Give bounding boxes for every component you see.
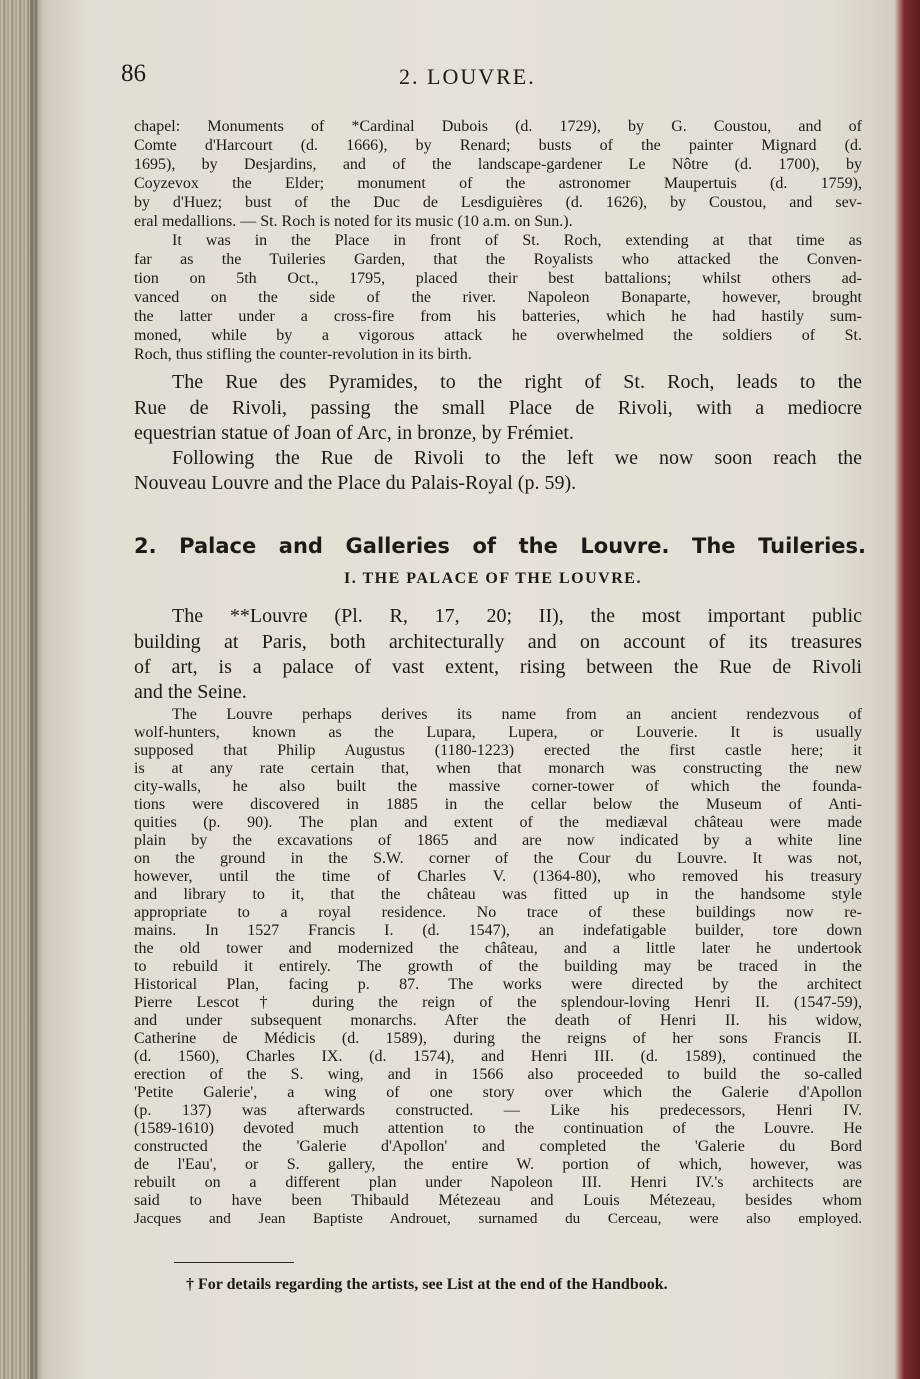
text-line: rebuilt on a different plan under Napoleon III. Henri IV.'s architects are — [134, 1174, 862, 1191]
text-line: moned, while by a vigorous attack he overwhelmed the soldiers of St. — [134, 327, 862, 344]
text-line: eral medallions. — St. Roch is noted for its music (10 a.m. on Sun.). — [134, 213, 573, 230]
text-line: chapel: Monuments of *Cardinal Dubois (d. 1729), by G. Coustou, and of — [134, 118, 862, 135]
text-line: appropriate to a royal residence. No trace of these buildings now re- — [134, 904, 862, 921]
footnote-rule — [174, 1262, 294, 1263]
text-line: Catherine de Médicis (d. 1589), during the reigns of her sons Francis II. — [134, 1030, 862, 1047]
text-line: and the Seine. — [134, 681, 247, 703]
book-edge — [894, 0, 920, 1379]
text-line: to rebuild it entirely. The growth of the building may be traced in the — [134, 958, 862, 975]
text-line: Roch, thus stifling the counter-revolution in its birth. — [134, 346, 472, 363]
text-line: Jacques and Jean Baptiste Androuet, surnamed du Cerceau, were also employed. — [134, 1210, 862, 1227]
text-line: de l'Eau', or S. gallery, the entire W. portion of which, however, was — [134, 1156, 862, 1173]
text-line: tions were discovered in 1885 in the cellar below the Museum of Anti- — [134, 796, 862, 813]
text-line: quities (p. 90). The plan and extent of the mediæval château were made — [134, 814, 862, 831]
text-line: equestrian statue of Joan of Arc, in bronze, by Frémiet. — [134, 422, 574, 444]
text-line: plain by the excavations of 1865 and are now indicated by a white line — [134, 832, 862, 849]
text-line: however, until the time of Charles V. (1364-80), who removed his treasury — [134, 868, 862, 885]
text-line: Coyzevox the Elder; monument of the astronomer Maupertuis (d. 1759), — [134, 175, 862, 192]
text-line: (1589-1610) devoted much attention to the continuation of the Louvre. He — [134, 1120, 862, 1137]
text-line: city-walls, he also built the massive corner-tower of which the founda- — [134, 778, 862, 795]
text-line: The Louvre perhaps derives its name from an ancient rendezvous of — [172, 706, 862, 723]
text-line: mains. In 1527 Francis I. (d. 1547), an indefatigable builder, tore down — [134, 922, 862, 939]
text-line: tion on 5th Oct., 1795, placed their best battalions; whilst others ad- — [134, 270, 862, 287]
text-line: by d'Huez; bust of the Duc de Lesdiguières (d. 1626), by Coustou, and sev- — [134, 194, 862, 211]
text-line: said to have been Thibauld Métezeau and Louis Métezeau, besides whom — [134, 1192, 862, 1209]
text-line: vanced on the side of the river. Napoleon Bonaparte, however, brought — [134, 289, 862, 306]
text-line: It was in the Place in front of St. Roch, extending at that time as — [172, 232, 862, 249]
text-line: far as the Tuileries Garden, that the Royalists who attacked the Conven- — [134, 251, 862, 268]
text-line: is at any rate certain that, when that monarch was constructing the new — [134, 760, 862, 777]
text-line: on the ground in the S.W. corner of the Cour du Louvre. It was not, — [134, 850, 862, 867]
text-line: The Rue des Pyramides, to the right of St. Roch, leads to the — [172, 371, 862, 393]
text-line: (p. 137) was afterwards constructed. — Like his predecessors, Henri IV. — [134, 1102, 862, 1119]
section-title: 2. Palace and Galleries of the Louvre. The Tuileries. — [134, 534, 866, 558]
text-line: The **Louvre (Pl. R, 17, 20; II), the most important public — [172, 605, 862, 627]
text-line: Comte d'Harcourt (d. 1666), by Renard; busts of the painter Mignard (d. — [134, 137, 862, 154]
book-page — [38, 0, 894, 1379]
text-line: the old tower and modernized the château, and a little later he undertook — [134, 940, 862, 957]
text-line: Following the Rue de Rivoli to the left we now soon reach the — [172, 447, 862, 469]
text-line: the latter under a cross-fire from his batteries, which he had hastily sum- — [134, 308, 862, 325]
text-line: erection of the S. wing, and in 1566 also proceeded to build the so-called — [134, 1066, 862, 1083]
page-number: 86 — [121, 60, 146, 87]
text-line: 1695), by Desjardins, and of the landscape-gardener Le Nôtre (d. 1700), by — [134, 156, 862, 173]
text-line: supposed that Philip Augustus (1180-1223) erected the first castle here; it — [134, 742, 862, 759]
text-line: and library to it, that the château was fitted up in the handsome style — [134, 886, 862, 903]
text-line: building at Paris, both architecturally and on account of its treasures — [134, 631, 862, 653]
footnote: † For details regarding the artists, see List at the end of the Handbook. — [186, 1276, 668, 1293]
sub-title: I. THE PALACE OF THE LOUVRE. — [344, 570, 642, 587]
page-header — [121, 60, 861, 94]
text-line: wolf-hunters, known as the Lupara, Lupera, or Louverie. It is usually — [134, 724, 862, 741]
text-line: and under subsequent monarchs. After the death of Henri II. his widow, — [134, 1012, 862, 1029]
text-line: of art, is a palace of vast extent, rising between the Rue de Rivoli — [134, 656, 862, 678]
text-line: Nouveau Louvre and the Place du Palais-Royal (p. 59). — [134, 472, 577, 494]
running-head: 2. LOUVRE. — [399, 64, 536, 89]
text-line: Rue de Rivoli, passing the small Place de Rivoli, with a mediocre — [134, 397, 862, 419]
text-line: Pierre Lescot† during the reign of the splendour-loving Henri II. (1547-59), — [134, 994, 862, 1011]
spine-shadow — [30, 0, 44, 1379]
text-line: Historical Plan, facing p. 87. The works were directed by the architect — [134, 976, 862, 993]
text-line: (d. 1560), Charles IX. (d. 1574), and Henri III. (d. 1589), continued the — [134, 1048, 862, 1065]
text-line: 'Petite Galerie', a wing of one story over which the Galerie d'Apollon — [134, 1084, 862, 1101]
text-line: constructed the 'Galerie d'Apollon' and completed the 'Galerie du Bord — [134, 1138, 862, 1155]
